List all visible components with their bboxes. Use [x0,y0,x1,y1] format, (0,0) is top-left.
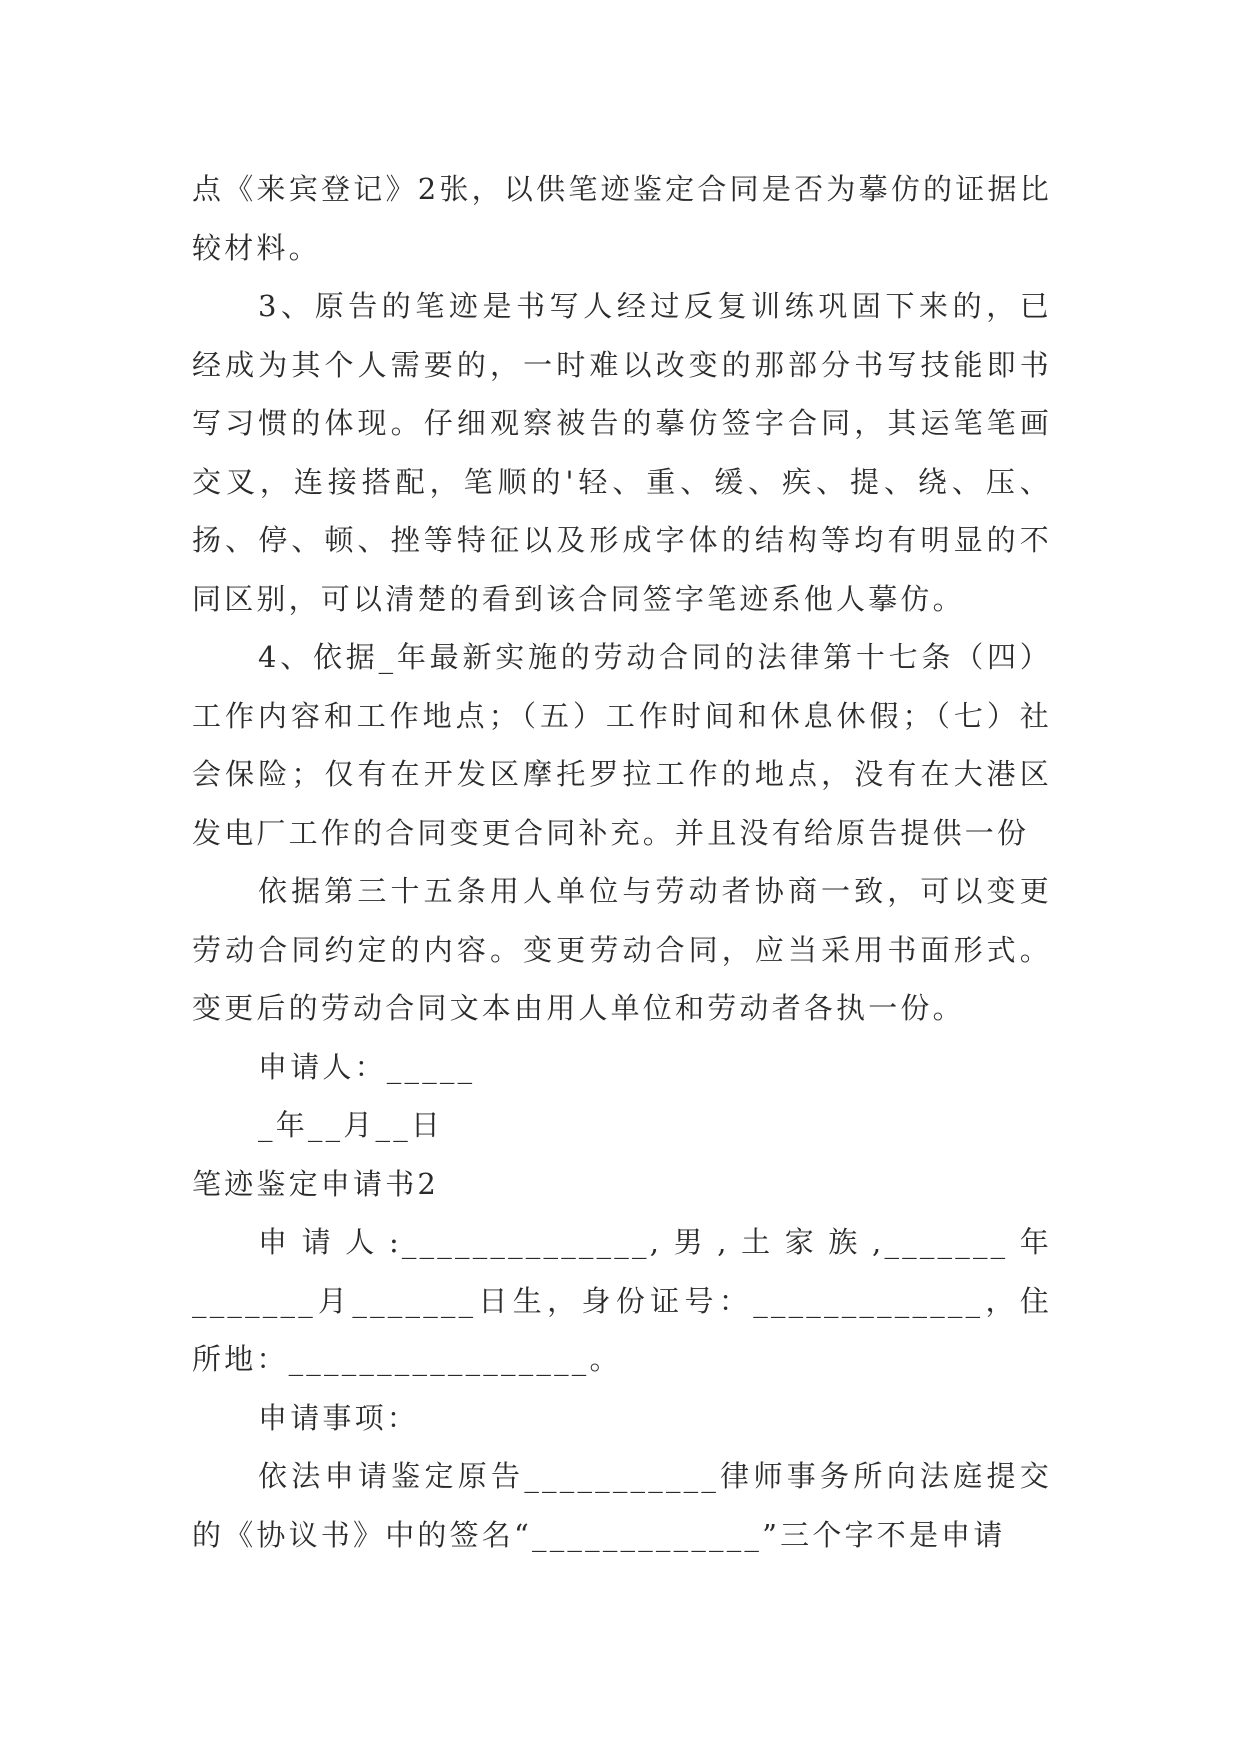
application-matters-heading: 申请事项： [258,1400,420,1435]
paragraph-item-3-handwriting-habits: 3、原告的笔迹是书写人经过反复训练巩固下来的，已经成为其个人需要的，一时难以改变的那部分书写技能即书写习惯的体现。仔细观察被告的摹仿签字合同，其运笔笔画交叉，连接搭配，笔顺的'轻、重、缓、疾、提、绕、压、扬、停、顿、挫等特征以及形成字体的结构等均有明显的不同区别，可以清楚的看到该合同签字笔迹系他人摹仿。 [192,289,1052,616]
section-title: 笔迹鉴定申请书2 [192,1166,440,1201]
date-line: _年__月__日 [258,1108,444,1142]
application-matters-text: 依法申请鉴定原告___________律师事务所向法庭提交的《协议书》中的签名“_____________”三个字不是申请 [192,1459,1052,1552]
paragraph-article-35: 依据第三十五条用人单位与劳动者协商一致，可以变更劳动合同约定的内容。变更劳动合同，应当采用书面形式。变更后的劳动合同文本由用人单位和劳动者各执一份。 [192,874,1052,1025]
paragraph-evidence-materials: 点《来宾登记》2张，以供笔迹鉴定合同是否为摹仿的证据比较材料。 [192,172,1052,265]
applicant-info: 申请人:______________,男,土家族,_______年_______月_______日生，身份证号：_____________，住所地：_________________。 [192,1225,1052,1376]
applicant-signature-line: 申请人：_____ [258,1049,476,1084]
document-body [192,160,1052,1564]
paragraph-item-4-labor-law: 4、依据_年最新实施的劳动合同的法律第十七条（四）工作内容和工作地点；（五）工作时间和休息休假；（七）社会保险；仅有在开发区摩托罗拉工作的地点，没有在大港区发电厂工作的合同变更合同补充。并且没有给原告提供一份 [192,640,1052,850]
